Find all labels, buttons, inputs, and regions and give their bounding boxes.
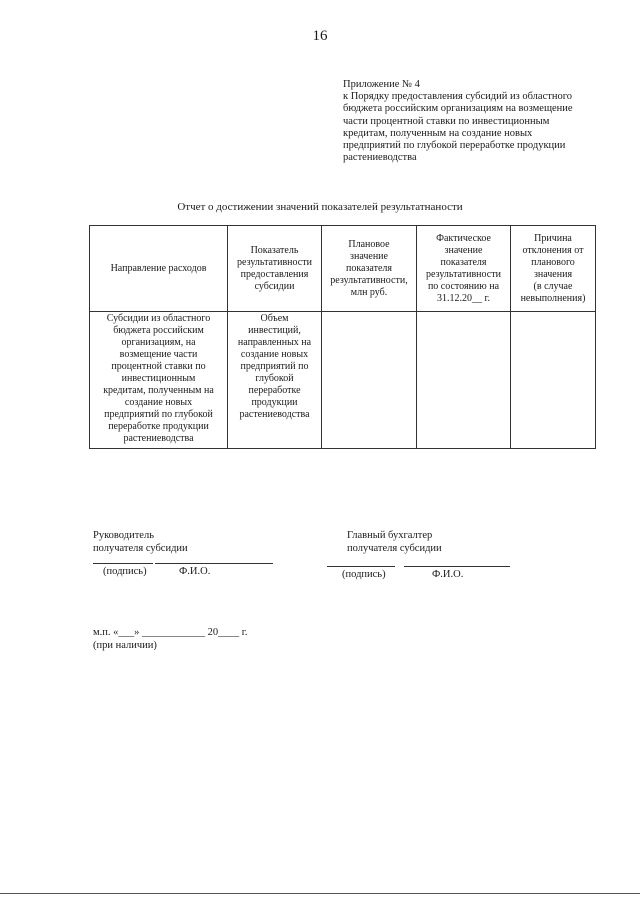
right-name-line: [404, 566, 510, 567]
right-signature-line: [327, 566, 395, 567]
left-caption-name: Ф.И.О.: [179, 566, 211, 577]
left-caption-sign: (подпись): [103, 566, 147, 577]
header-planned-value: Плановое значение показателя результативности, млн руб.: [322, 226, 417, 312]
header-deviation-reason: Причина отклонения от планового значения (в случае невыполнения): [511, 226, 596, 312]
report-table: [89, 225, 596, 449]
stamp-date-line: м.п. «___» ____________ 20____ г.: [93, 627, 248, 638]
left-role-line2: получателя субсидии: [93, 543, 188, 554]
right-caption-sign: (подпись): [342, 569, 386, 580]
appendix-reference: [343, 79, 593, 164]
cell-actual-value: [417, 312, 511, 449]
left-name-line: [155, 563, 273, 564]
right-signatory-role: [347, 529, 442, 555]
header-expense-direction: Направление расходов: [90, 226, 228, 312]
appendix-line: кредитам, полученным на создание новых: [343, 127, 533, 139]
appendix-line: предприятий по глубокой переработке продукции: [343, 140, 566, 152]
cell-deviation-reason: [511, 312, 596, 449]
left-role-line1: Руководитель: [93, 530, 154, 541]
cell-expense-direction: Субсидии из областного бюджета российским организациям, на возмещение части процентной ставки по инвестиционным кредитам, полученным на создание новых предприятий по глубокой переработке продукции растениеводства: [90, 312, 228, 449]
left-signature-line: [93, 563, 153, 564]
page-number: 16: [312, 28, 328, 44]
right-role-line2: получателя субсидии: [347, 543, 442, 554]
left-signatory-role: [93, 529, 188, 555]
cell-planned-value: [322, 312, 417, 449]
stamp-note: (при наличии): [93, 640, 157, 651]
header-actual-value: Фактическое значение показателя результативности по состоянию на 31.12.20__ г.: [417, 226, 511, 312]
appendix-line: Приложение № 4: [343, 79, 420, 90]
cell-performance-indicator: Объем инвестиций, направленных на создание новых предприятий по глубокой переработке продукции растениеводства: [228, 312, 322, 449]
right-role-line1: Главный бухгалтер: [347, 530, 433, 541]
appendix-line: к Порядку предоставления субсидий из областного: [343, 91, 573, 103]
appendix-line: бюджета российским организациям на возмещение: [343, 103, 573, 115]
report-title: Отчет о достижении значений показателей результатнаности: [177, 201, 463, 213]
page-bottom-edge: [0, 893, 640, 894]
header-performance-indicator: Показатель результативности предоставления субсидии: [228, 226, 322, 312]
table-row: [90, 312, 596, 449]
appendix-line: растениеводства: [343, 152, 417, 164]
right-caption-name: Ф.И.О.: [432, 569, 464, 580]
table-header-row: [90, 226, 596, 312]
appendix-line: части процентной ставки по инвестиционным: [343, 115, 550, 127]
